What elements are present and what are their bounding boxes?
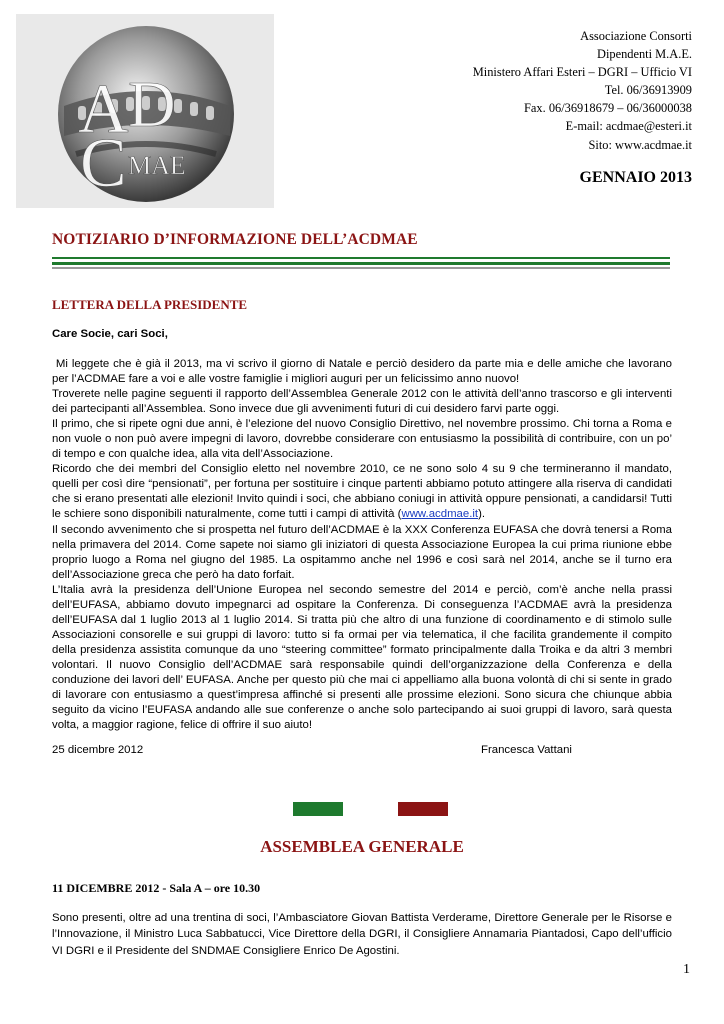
svg-text:MAE: MAE (128, 151, 186, 180)
letter-paragraph: Il primo, che si ripete ogni due anni, è l’elezione del nuovo Consiglio Direttivo, nel novembre prossimo. Chi torna a Roma e non vuole o non può avere impegni di lavoro, dovrebbe considerare con entusiasmo la possibilità di contribuire, con un po’ di tempo e con qualche idea, alla vita dell’Associazione. (52, 418, 672, 461)
letter-paragraph (52, 462, 672, 522)
letter-paragraph: Il secondo avvenimento che si prospetta nel futuro dell’ACDMAE è la XXX Conferenza EUFASA che dovrà tenersi a Roma nella primavera del 2014. Come sapete noi siamo gli iniziatori di questa Associazione Europea la cui prima riunione ebbe proprio luogo a Roma nel giugno del 1985. La ospitammo anche nel 1996 e così sarà nel 2014, anche se il turno era dell’Associazione greca che però ha dato forfait. (52, 523, 672, 581)
title-rule (52, 257, 670, 269)
rule-line-top (52, 257, 670, 259)
website-link[interactable]: www.acdmae.it (401, 508, 479, 521)
email-line: E-mail: acdmae@esteri.it (565, 119, 692, 134)
fax-line: Fax. 06/36918679 – 06/36000038 (524, 101, 692, 116)
letter-paragraph: Mi leggete che è già il 2013, ma vi scrivo il giorno di Natale e perciò desidero da parte mia e delle amiche che lavorano per l’ACDMAE fare a voi e alle vostre famiglie i migliori auguri per un felicissimo anno nuovo! (52, 358, 676, 386)
divider-red-bar (398, 802, 448, 816)
rule-line-shadow (52, 267, 670, 269)
letter-heading: LETTERA DELLA PRESIDENTE (52, 297, 248, 312)
rule-line-middle (52, 262, 670, 265)
ministry-line: Ministero Affari Esteri – DGRI – Ufficio VI (472, 65, 692, 80)
assembly-date-line: 11 DICEMBRE 2012 - Sala A – ore 10.30 (52, 881, 261, 895)
association-name: Associazione Consorti (580, 29, 692, 43)
contact-block (473, 27, 692, 154)
svg-text:C: C (80, 125, 127, 202)
letter-paragraph: L’Italia avrà la presidenza dell’Unione Europea nel secondo semestre del 2014 e perciò, com’è anche nella prassi dell’EUFASA, abbiamo dovuto impegnarci ad ospitare la Conferenza. Di conseguenza l’ACDMAE avrà la presidenza dell’EUFASA dal 1 luglio 2013 al 1 luglio 2014. Si tratta più che altro di una funzione di coordinamento e di stimolo sulle Associazioni consorelle e sui gruppi di lavoro: tutto si fa ormai per via telematica, il che facilita grandemente il compito della presidenza assistita comunque da uno “steering committee” formato principalmente dalla Troika e da altri 3 membri volontari. Il nuovo Consiglio dell’ACDMAE sarà responsabile quindi dell’organizzazione della Conferenza e della conduzione dei lavori dell’ EUFASA. Anche per questo più che mai ci appelliamo alla buona volontà di chi si sente in grado di lavorare con entusiasmo a quest’impresa affinché si presenti alle prossime elezioni. Sono sicura che chiunque abbia seguito da vicino l’EUFASA andando alle sue conferenze o anche solo partecipando ai suoi gruppi di lavoro, sarà questa volta, a maggior ragione, felice di offrire il suo aiuto! (52, 583, 672, 732)
svg-text:A: A (78, 71, 129, 148)
acdmae-logo (16, 14, 274, 208)
letter-body (52, 357, 676, 733)
newsletter-title: NOTIZIARIO D’INFORMAZIONE DELL’ACDMAE (52, 231, 418, 248)
page-number: 1 (683, 962, 690, 977)
assembly-text: Sono presenti, oltre ad una trentina di soci, l’Ambasciatore Giovan Battista Verderame, Direttore Generale per le Risorse e l’Innovazione, il Ministro Luca Sabbatucci, Vice Direttore della DGRI, il Consigliere Annamaria Piantadosi, Capo dell’ufficio VI DGRI e il Presidente del SNDMAE Consigliere Enrico De Agostini. (52, 912, 672, 957)
letter-date: 25 dicembre 2012 (52, 744, 144, 756)
letter-paragraph: Troverete nelle pagine seguenti il rapporto dell’Assemblea Generale 2012 con le attività dell’anno trascorso e gli interventi dei partecipanti all’Assemblea. Sono invece due gli avvenimenti futuri di cui desidero farvi parte oggi. (52, 388, 672, 416)
association-subtitle: Dipendenti M.A.E. (597, 47, 692, 62)
letter-paragraph-text: Ricordo che dei membri del Consiglio eletto nel novembre 2010, ce ne sono solo 4 su 9 che termineranno il mandato, quelli per così dire “pensionati”, per fortuna per sostituire i cinque partenti abbiamo potuto attingere alla riserva di candidati che si erano presentati alle elezioni! Invito quindi i soci, che abbiano coniugi in attività oppure pensionati, a candidarsi! Tutti le schiere sono disponibili naturalmente, come tutti i campi di attività ( (52, 463, 672, 521)
website-line: Sito: www.acdmae.it (588, 137, 692, 152)
letter-signature: Francesca Vattani (481, 744, 572, 756)
svg-text:D: D (128, 68, 176, 141)
issue-date: GENNAIO 2013 (579, 169, 692, 186)
assembly-title: ASSEMBLEA GENERALE (260, 837, 464, 856)
letter-paragraph-tail: ). (478, 508, 486, 521)
divider-green-bar (293, 802, 343, 816)
phone-line: Tel. 06/36913909 (604, 83, 692, 98)
letter-greeting: Care Socie, cari Soci, (52, 328, 168, 340)
